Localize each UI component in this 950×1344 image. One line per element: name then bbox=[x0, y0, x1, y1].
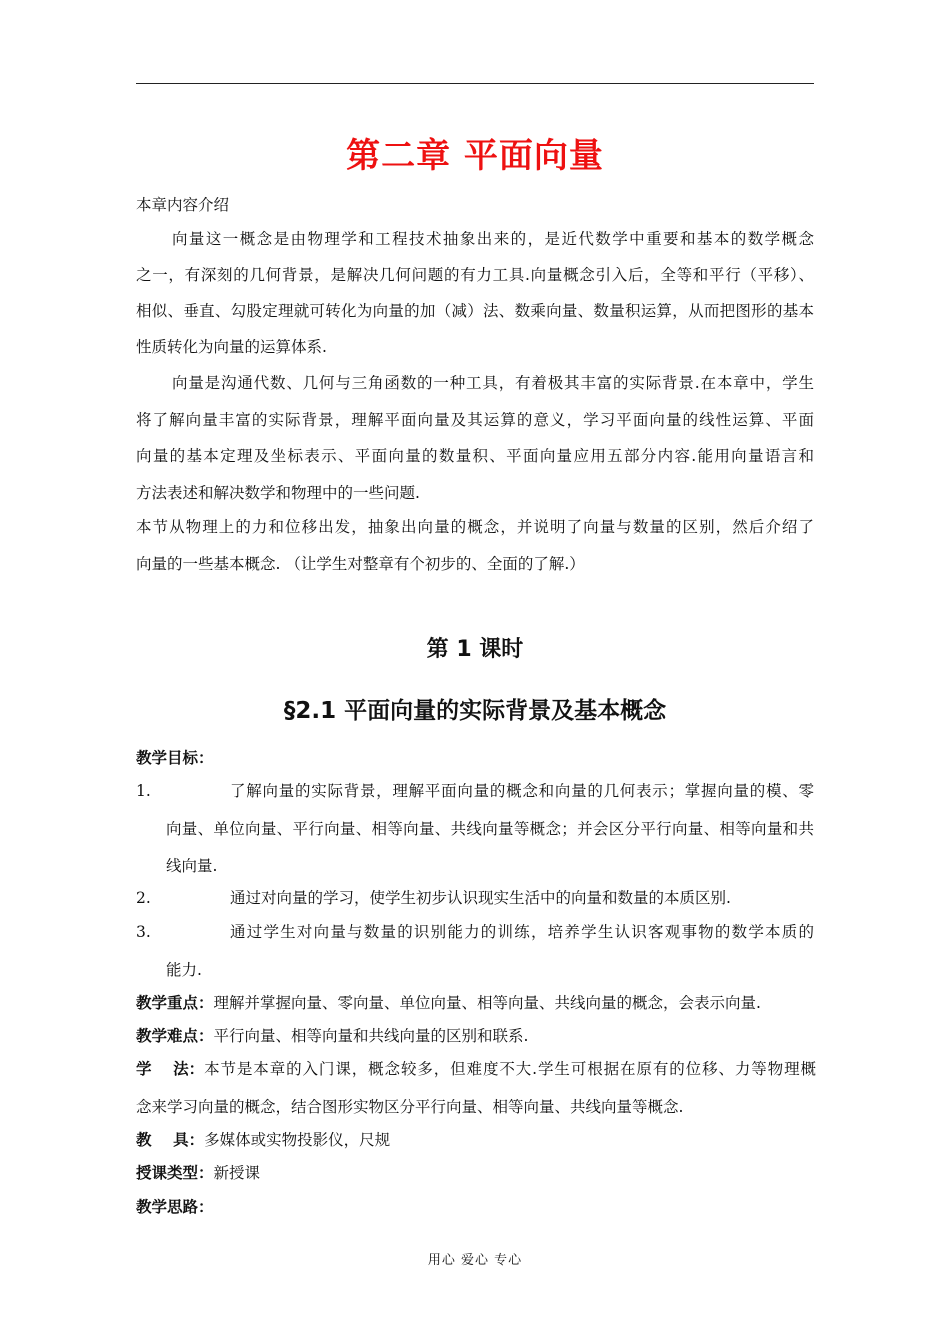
objectives-label: 教学目标： bbox=[136, 749, 214, 767]
paragraph-line: 性质转化为向量的运算体系. bbox=[136, 338, 327, 356]
chapter-title: 第二章 平面向量 bbox=[346, 136, 604, 176]
header-rule bbox=[136, 83, 814, 84]
paragraph-line: 向量这一概念是由物理学和工程技术抽象出来的，是近代数学中重要和基本的数学概念 bbox=[172, 230, 814, 248]
paragraph-line: 向量是沟通代数、几何与三角函数的一种工具，有着极其丰富的实际背景.在本章中，学生 bbox=[172, 374, 814, 392]
lesson-type-text: 新授课 bbox=[213, 1164, 261, 1182]
paragraph-line: 本节从物理上的力和位移出发，抽象出向量的概念，并说明了向量与数量的区别，然后介绍了 bbox=[136, 518, 814, 536]
lesson-period: 第 1 课时 bbox=[426, 637, 524, 662]
paragraph-line: 将了解向量丰富的实际背景，理解平面向量及其运算的意义，学习平面向量的线性运算、平面 bbox=[136, 411, 814, 429]
paragraph-line: 之一，有深刻的几何背景，是解决几何问题的有力工具.向量概念引入后，全等和平行（平移）、 bbox=[136, 266, 814, 284]
difficulties bbox=[136, 1026, 816, 1046]
objective-line: 通过对向量的学习，使学生初步认识现实生活中的向量和数量的本质区别. bbox=[230, 889, 731, 907]
method-line: 本节是本章的入门课，概念较多，但难度不大.学生可根据在原有的位移、力等物理概 bbox=[204, 1060, 816, 1078]
paragraph-line: 向量的一些基本概念. （让学生对整章有个初步的、全面的了解.） bbox=[136, 555, 585, 573]
method-line: 念来学习向量的概念，结合图形实物区分平行向量、相等向量、共线向量等概念. bbox=[136, 1098, 684, 1116]
objective-line: 向量、单位向量、平行向量、相等向量、共线向量等概念；并会区分平行向量、相等向量和共 bbox=[166, 820, 814, 838]
lesson-type bbox=[136, 1163, 816, 1183]
paragraph-line: 方法表述和解决数学和物理中的一些问题. bbox=[136, 484, 420, 502]
method-label: 学 法： bbox=[136, 1060, 205, 1078]
tools-text: 多媒体或实物投影仪，尺规 bbox=[204, 1131, 391, 1149]
objective-line: 通过学生对向量与数量的识别能力的训练，培养学生认识客观事物的数学本质的 bbox=[230, 923, 814, 941]
method bbox=[136, 1059, 816, 1079]
tools-label: 教 具： bbox=[136, 1131, 205, 1149]
tools bbox=[136, 1130, 816, 1150]
objective-line: 线向量. bbox=[166, 857, 218, 875]
difficulties-label: 教学难点： bbox=[136, 1027, 214, 1045]
paragraph-line: 相似、垂直、勾股定理就可转化为向量的加（减）法、数乘向量、数量积运算，从而把图形的基本 bbox=[136, 302, 814, 320]
key-points-text: 理解并掌握向量、零向量、单位向量、相等向量、共线向量的概念，会表示向量. bbox=[213, 994, 761, 1012]
paragraph-line: 向量的基本定理及坐标表示、平面向量的数量积、平面向量应用五部分内容.能用向量语言和 bbox=[136, 447, 814, 465]
objective-number: 2. bbox=[136, 889, 151, 907]
objective-line: 能力. bbox=[166, 961, 202, 979]
lesson-type-label: 授课类型： bbox=[136, 1164, 214, 1182]
objective-line: 了解向量的实际背景，理解平面向量的概念和向量的几何表示；掌握向量的模、零 bbox=[230, 782, 814, 800]
difficulties-text: 平行向量、相等向量和共线向量的区别和联系. bbox=[213, 1027, 529, 1045]
key-points-label: 教学重点： bbox=[136, 994, 214, 1012]
section-title: §2.1 平面向量的实际背景及基本概念 bbox=[283, 698, 667, 724]
approach-label: 教学思路： bbox=[136, 1198, 214, 1216]
key-points bbox=[136, 993, 816, 1013]
page-footer: 用心 爱心 专心 bbox=[427, 1253, 523, 1268]
objective-number: 3. bbox=[136, 923, 151, 941]
intro-heading: 本章内容介绍 bbox=[136, 196, 230, 214]
objective-number: 1. bbox=[136, 782, 151, 800]
